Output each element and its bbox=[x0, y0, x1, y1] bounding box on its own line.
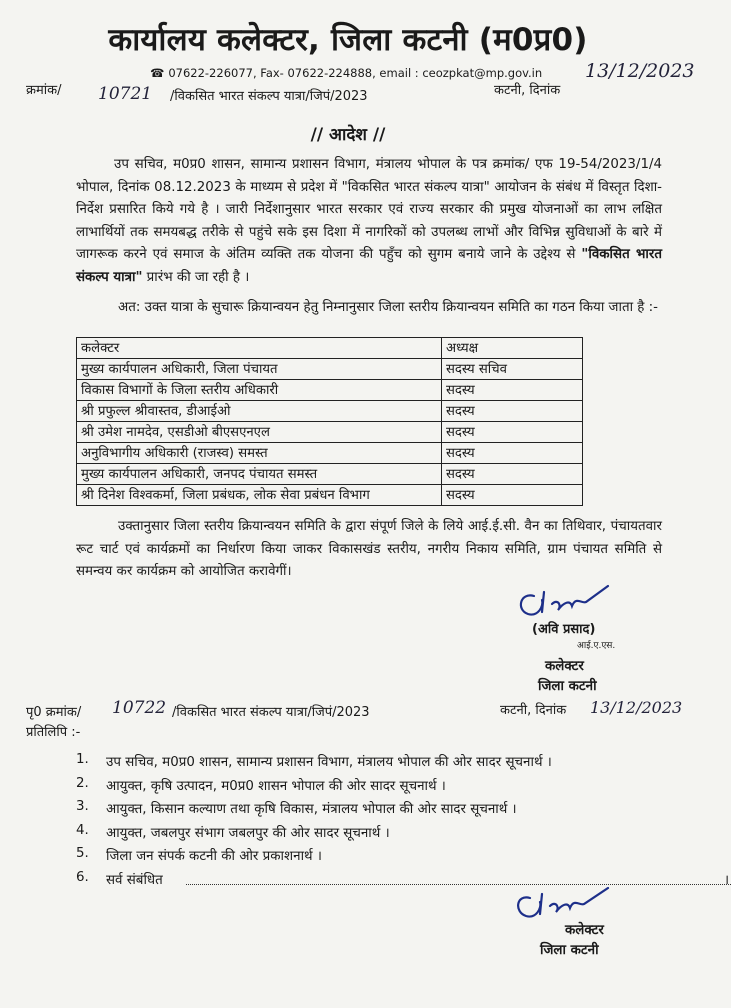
committee-member: श्री प्रफुल्ल श्रीवास्तव, डीआईओ bbox=[77, 401, 442, 422]
committee-member: अनुविभागीय अधिकारी (राजस्व) समस्त bbox=[77, 443, 442, 464]
committee-member: कलेक्टर bbox=[77, 338, 442, 359]
end-mark: । bbox=[724, 872, 730, 888]
collector-title-2: कलेक्टर bbox=[565, 923, 604, 938]
copy-text: उप सचिव, म0प्र0 शासन, सामान्य प्रशासन विभाग, मंत्रालय भोपाल की ओर सादर सूचनार्थ । bbox=[106, 755, 552, 770]
contact-line bbox=[150, 66, 542, 80]
copy-item bbox=[76, 799, 676, 823]
committee-role: सदस्य bbox=[442, 485, 583, 506]
collector-name: (अवि प्रसाद) bbox=[532, 622, 596, 637]
order-paragraph-3: उक्तानुसार जिला स्तरीय क्रियान्वयन समिति के द्वारा संपूर्ण जिले के लिये आई.ई.सी. वैन का तिथिवार, पंचायतवार रूट चार्ट एवं कार्यक्रमों का निर्धारण किया जाकर विकासखंड स्तरीय, नगरीय निकाय समिति, ग्राम पंचायत समिति से समन्वय कर कार्यक्रम को आयोजित करावेगीं। bbox=[76, 519, 662, 579]
copy-item bbox=[76, 846, 676, 870]
paragraph-1-bold: "विकसित भारत संकल्प यात्रा" bbox=[76, 247, 662, 285]
telephone-icon: ☎ bbox=[150, 66, 165, 80]
copy-number: 2. bbox=[76, 775, 89, 791]
copy-number: 3. bbox=[76, 799, 89, 814]
copy-to-label: प्रतिलिपि :- bbox=[26, 725, 81, 740]
committee-member: मुख्य कार्यपालन अधिकारी, जिला पंचायत bbox=[77, 359, 442, 380]
committee-table bbox=[76, 337, 583, 506]
reference-number: 10721 bbox=[98, 84, 153, 104]
copy-number: 5. bbox=[76, 846, 89, 861]
collector-cadre: आई.ए.एस. bbox=[577, 641, 616, 651]
endorsement-date-label: कटनी, दिनांक bbox=[500, 703, 567, 718]
date-label: कटनी, दिनांक bbox=[494, 83, 561, 98]
copy-text: आयुक्त, कृषि उत्पादन, म0प्र0 शासन भोपाल की ओर सादर सूचनार्थ । bbox=[106, 778, 446, 794]
collector-signature bbox=[512, 582, 622, 622]
committee-row bbox=[77, 401, 583, 422]
committee-member: मुख्य कार्यपालन अधिकारी, जनपद पंचायत समस्त bbox=[77, 464, 442, 485]
copy-item bbox=[76, 776, 676, 800]
endorsement-number: 10722 bbox=[112, 698, 167, 718]
committee-row bbox=[77, 422, 583, 443]
committee-role: सदस्य bbox=[442, 380, 583, 401]
copy-item bbox=[76, 823, 676, 847]
contact-details: 07622-226077, Fax- 07622-224888, email : ceozpkat@mp.gov.in bbox=[168, 66, 543, 80]
collector-office: जिला कटनी bbox=[538, 679, 597, 694]
copy-text: सर्व संबंधित bbox=[106, 872, 163, 888]
committee-role: सदस्य bbox=[442, 401, 583, 422]
office-title: कार्यालय कलेक्टर, जिला कटनी (म0प्र0) bbox=[108, 22, 588, 58]
committee-row bbox=[77, 485, 583, 506]
committee-row bbox=[77, 380, 583, 401]
committee-member: श्री उमेश नामदेव, एसडीओ बीएसएनएल bbox=[77, 422, 442, 443]
collector-title: कलेक्टर bbox=[545, 659, 584, 674]
paragraph-1-text: उप सचिव, म0प्र0 शासन, सामान्य प्रशासन विभाग, मंत्रालय भोपाल के पत्र क्रमांक/ एफ 19-54/2023/1/4 भोपाल, दिनांक 08.12.2023 के माध्यम से प्रदेश में "विकसित भारत संकल्प यात्रा" आयोजन के संबंध में विस्तृत दिशा-निर्देश प्रसारित किये गये है । जारी निर्देशानुसार भारत सरकार एवं राज्य सरकार की प्रमुख योजनाओं का लाभ लक्षित लाभार्थियों तक समयबद्ध तरीके से पहुंचे सके इस दिशा में नागरिकों को उपलब्ध लाभों और विभिन्न सुविधाओं के बारे में जागरूक करने एवं समाज के अंतिम व्यक्ति तक योजना की पहुँच को सुगम बनाये जाने के उद्देश्य से bbox=[76, 157, 662, 262]
endorsement-label: पृ0 क्रमांक/ bbox=[26, 705, 82, 720]
committee-row bbox=[77, 443, 583, 464]
copy-number: 6. bbox=[76, 869, 89, 885]
committee-role: सदस्य bbox=[442, 422, 583, 443]
collector-office-2: जिला कटनी bbox=[540, 943, 599, 958]
copy-text: आयुक्त, जबलपुर संभाग जबलपुर की ओर सादर सूचनार्थ । bbox=[106, 825, 390, 841]
copy-text: आयुक्त, किसान कल्याण तथा कृषि विकास, मंत्रालय भोपाल की ओर सादर सूचनार्थ । bbox=[106, 802, 517, 817]
committee-member: श्री दिनेश विश्वकर्मा, जिला प्रबंधक, लोक सेवा प्रबंधन विभाग bbox=[77, 485, 442, 506]
copy-number: 4. bbox=[76, 822, 89, 838]
endorsement-subject: /विकसित भारत संकल्प यात्रा/जिपं/2023 bbox=[172, 705, 370, 720]
reference-label: क्रमांक/ bbox=[26, 83, 62, 98]
copy-number: 1. bbox=[76, 752, 89, 767]
issue-date: 13/12/2023 bbox=[585, 60, 695, 82]
copy-text: जिला जन संपर्क कटनी की ओर प्रकाशनार्थ । bbox=[106, 849, 322, 864]
order-paragraph-2: अत: उक्त यात्रा के सुचारू क्रियान्वयन हेतु निम्नानुसार जिला स्तरीय क्रियान्वयन समिति का गठन किया जाता है :- bbox=[118, 300, 659, 315]
committee-role: सदस्य सचिव bbox=[442, 359, 583, 380]
committee-row bbox=[77, 338, 583, 359]
committee-role: अध्यक्ष bbox=[442, 338, 583, 359]
fill-in-dots bbox=[186, 884, 731, 885]
order-heading: // आदेश // bbox=[310, 125, 386, 145]
order-paragraph-1 bbox=[76, 154, 662, 289]
committee-role: सदस्य bbox=[442, 464, 583, 485]
collector-signature-2 bbox=[512, 884, 622, 924]
reference-subject: /विकसित भारत संकल्प यात्रा/जिपं/2023 bbox=[170, 89, 368, 104]
copy-list bbox=[76, 752, 730, 893]
committee-role: सदस्य bbox=[442, 443, 583, 464]
committee-member: विकास विभागों के जिला स्तरीय अधिकारी bbox=[77, 380, 442, 401]
copy-item bbox=[76, 752, 676, 776]
endorsement-date: 13/12/2023 bbox=[590, 698, 683, 717]
committee-row bbox=[77, 359, 583, 380]
committee-row bbox=[77, 464, 583, 485]
paragraph-1-ending: प्रारंभ की जा रही है । bbox=[142, 269, 250, 285]
